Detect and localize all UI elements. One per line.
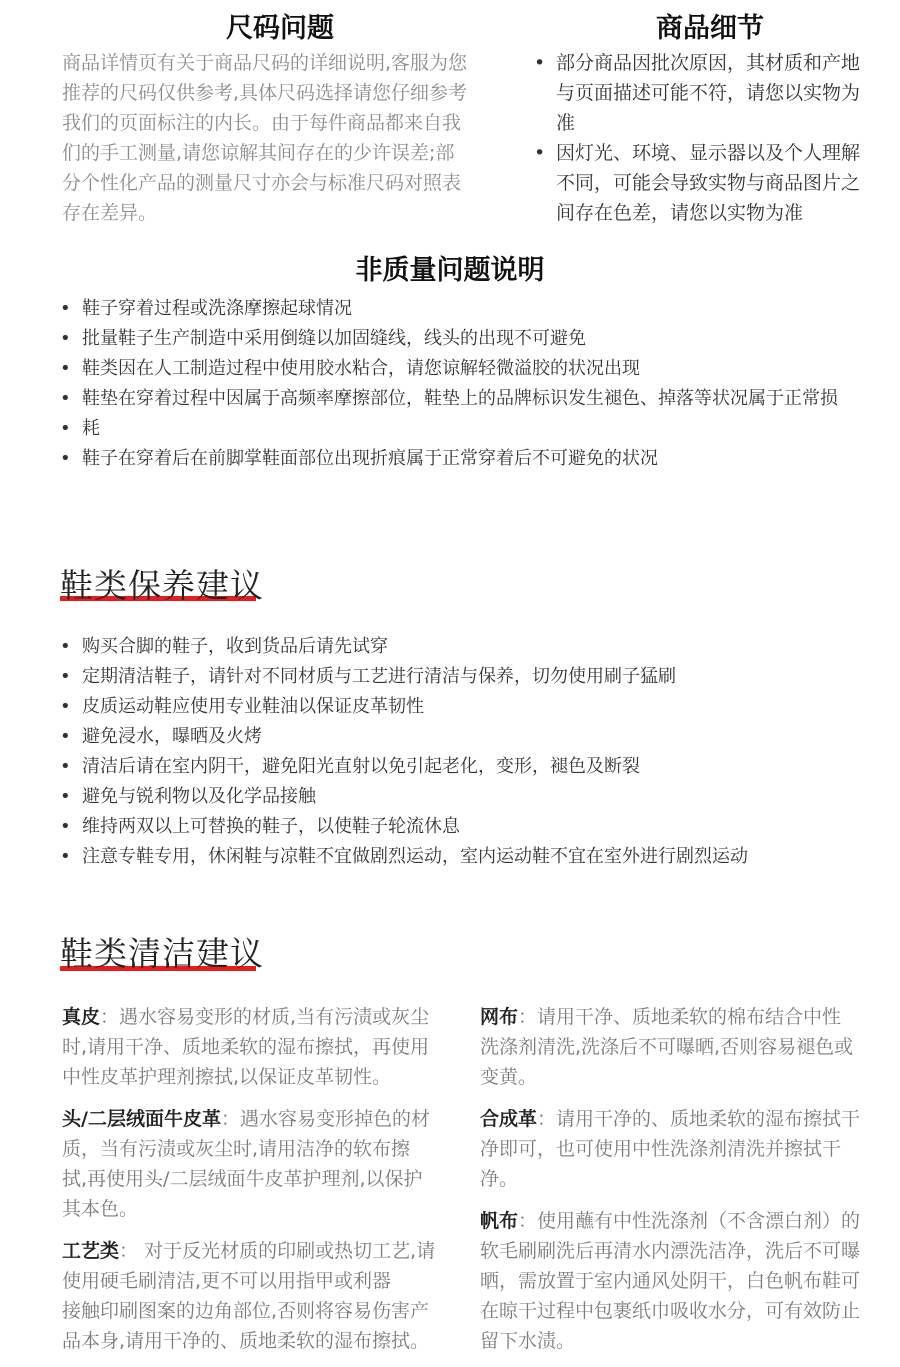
cleaning-suede <box>62 1104 462 1224</box>
cleaning-line: 软毛刷刷洗后再清水内漂洗洁净，洗后不可曝 <box>480 1240 861 1262</box>
cleaning-sep: ： <box>119 1240 145 1262</box>
product-detail-list <box>534 48 874 228</box>
cleaning-line: 遇水容易变形掉色的材 <box>239 1108 430 1130</box>
cleaning-line: 中性皮革护理剂擦拭,以保证皮革韧性。 <box>62 1066 392 1088</box>
cleaning-line: 净即可，也可使用中性洗涤剂清洗并擦拭干 <box>480 1138 842 1160</box>
care-item: • 注意专鞋专用，休闲鞋与凉鞋不宜做剧烈运动，室内运动鞋不宜在室外进行剧烈运动 <box>60 842 880 872</box>
product-detail-title: 商品细节 <box>656 13 764 44</box>
non-quality-item-cont <box>60 414 880 444</box>
product-detail-item <box>534 138 874 228</box>
care-list <box>60 632 880 872</box>
size-issue-line: 分个性化产品的测量尺寸亦会与标准尺码对照表 <box>62 172 462 194</box>
care-item: • 维持两双以上可替换的鞋子，以使鞋子轮流休息 <box>60 812 880 842</box>
cleaning-left-column <box>62 1002 462 1356</box>
care-item: • 避免与锐利物以及化学品接触 <box>60 782 880 812</box>
care-item: • 皮质运动鞋应使用专业鞋油以保证皮革韧性 <box>60 692 880 722</box>
product-detail-line: • 部分商品因批次原因，其材质和产地 <box>556 52 861 74</box>
cleaning-line: 对于反光材质的印刷或热切工艺,请 <box>144 1240 436 1262</box>
cleaning-label: 工艺类 <box>62 1240 120 1262</box>
cleaning-sep: ： <box>518 1006 538 1028</box>
care-item: • 定期清洁鞋子，请针对不同材质与工艺进行清洁与保养，切勿使用刷子猛刷 <box>60 662 880 692</box>
size-issue-line: 我们的页面标注的内长。由于每件商品都来自我 <box>62 112 462 134</box>
cleaning-line: 在晾干过程中包裹纸巾吸收水分，可有效防止 <box>480 1300 861 1322</box>
size-issue-line: 们的手工测量,请您谅解其间存在的少许误差;部 <box>62 142 455 164</box>
cleaning-line: 质，当有污渍或灰尘时,请用洁净的软布擦 <box>62 1138 411 1160</box>
cleaning-line: 变黄。 <box>480 1066 538 1088</box>
cleaning-synthetic <box>480 1104 880 1194</box>
cleaning-line: 使用硬毛刷清洁,更不可以用指甲或利器 <box>62 1270 392 1292</box>
cleaning-sep: ： <box>100 1006 120 1028</box>
cleaning-line: 接触印刷图案的边角部位,否则将容易伤害产 <box>62 1300 430 1322</box>
product-detail-line: • 因灯光、环境、显示器以及个人理解 <box>556 142 861 164</box>
cleaning-label: 网布 <box>480 1006 519 1028</box>
cleaning-craft <box>62 1236 462 1356</box>
product-detail-line: 不同，可能会导致实物与商品图片之 <box>556 172 861 194</box>
cleaning-line: 请用干净、质地柔软的棉布结合中性 <box>537 1006 842 1028</box>
cleaning-sep: ： <box>537 1108 557 1130</box>
cleaning-leather <box>62 1002 462 1092</box>
non-quality-item-cont-text: 耗 <box>82 418 100 439</box>
size-issue-line: 推荐的尺码仅供参考,具体尺码选择请您仔细参考 <box>62 82 468 104</box>
size-issue-line: 商品详情页有关于商品尺码的详细说明,客服为您 <box>62 52 468 74</box>
cleaning-label: 头/二层绒面牛皮革 <box>62 1108 221 1130</box>
non-quality-title: 非质量问题说明 <box>355 255 545 286</box>
cleaning-label: 真皮 <box>62 1006 101 1028</box>
care-item: • 购买合脚的鞋子，收到货品后请先试穿 <box>60 632 880 662</box>
cleaning-line: 使用蘸有中性洗涤剂（不含漂白剂）的 <box>537 1210 861 1232</box>
care-item: • 避免浸水，曝晒及火烤 <box>60 722 880 752</box>
cleaning-title: 鞋类清洁建议 <box>60 934 264 973</box>
size-issue-line: 存在差异。 <box>62 202 158 224</box>
size-issue-text <box>62 48 532 228</box>
cleaning-label: 合成革 <box>480 1108 538 1130</box>
cleaning-label: 帆布 <box>480 1210 519 1232</box>
cleaning-right-column <box>480 1002 880 1356</box>
size-issue-title: 尺码问题 <box>226 13 334 44</box>
cleaning-line: 请用干净的、质地柔软的湿布擦拭干 <box>556 1108 861 1130</box>
product-detail-line: 间存在色差，请您以实物为准 <box>556 202 804 224</box>
cleaning-line: 净。 <box>480 1168 519 1190</box>
non-quality-item: • 鞋子在穿着后在前脚掌鞋面部位出现折痕属于正常穿着后不可避免的状况 <box>60 444 880 474</box>
cleaning-line: 拭,再使用头/二层绒面牛皮革护理剂,以保护 <box>62 1168 423 1190</box>
cleaning-line: 留下水渍。 <box>480 1330 576 1352</box>
cleaning-canvas <box>480 1206 880 1356</box>
care-item: • 清洁后请在室内阴干，避免阳光直射以免引起老化，变形，褪色及断裂 <box>60 752 880 782</box>
non-quality-list <box>60 294 880 474</box>
cleaning-mesh <box>480 1002 880 1092</box>
cleaning-sep: ： <box>518 1210 538 1232</box>
cleaning-line: 洗涤剂清洗,洗涤后不可曝晒,否则容易褪色或 <box>480 1036 854 1058</box>
product-detail-item <box>534 48 874 138</box>
product-detail-line: 与页面描述可能不符，请您以实物为 <box>556 82 861 104</box>
non-quality-item: • 鞋子穿着过程或洗涤摩擦起球情况 <box>60 294 880 324</box>
cleaning-line: 其本色。 <box>62 1198 139 1220</box>
care-title: 鞋类保养建议 <box>60 566 264 605</box>
cleaning-sep: ： <box>220 1108 240 1130</box>
cleaning-line: 遇水容易变形的材质,当有污渍或灰尘 <box>119 1006 430 1028</box>
cleaning-line: 时,请用干净、质地柔软的湿布擦拭，再使用 <box>62 1036 430 1058</box>
non-quality-item: • 鞋垫在穿着过程中因属于高频率摩擦部位，鞋垫上的品牌标识发生褪色、掉落等状况属于正常损 <box>60 384 880 414</box>
cleaning-line: 品本身,请用干净的、质地柔软的湿布擦拭。 <box>62 1330 430 1352</box>
product-detail-line: 准 <box>556 112 576 134</box>
cleaning-line: 晒，需放置于室内通风处阴干，白色帆布鞋可 <box>480 1270 861 1292</box>
non-quality-item: • 鞋类因在人工制造过程中使用胶水粘合，请您谅解轻微溢胶的状况出现 <box>60 354 880 384</box>
non-quality-item: • 批量鞋子生产制造中采用倒缝以加固缝线，线头的出现不可避免 <box>60 324 880 354</box>
